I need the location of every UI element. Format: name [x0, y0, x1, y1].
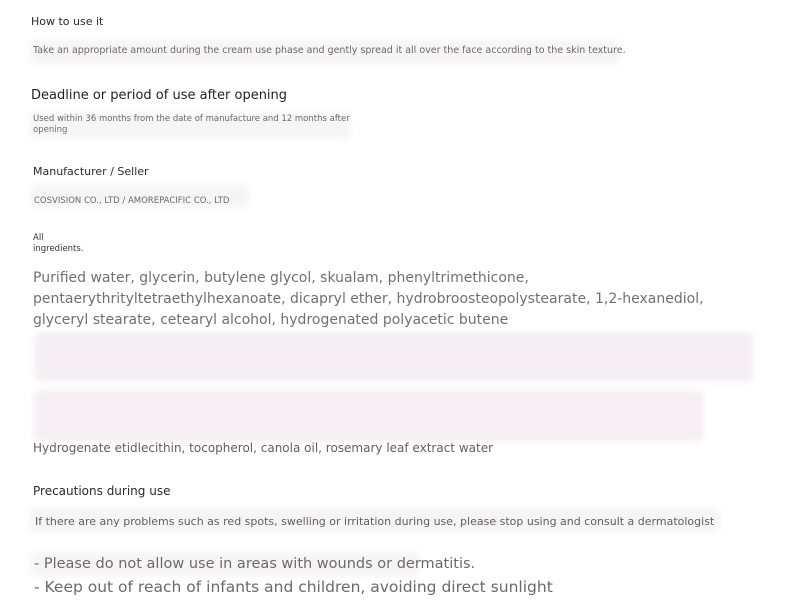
- ingredients-list-primary: Purified water, glycerin, butylene glycol, skualam, phenyltrimethicone, pentaerythrityltetraethylhexanoate, dicapryl ether, hydrobroosteopolystearate, 1,2-hexanediol, glyceryl stearate, cetearyl alcohol, hydrogenated polyacetic butene: [33, 270, 704, 328]
- background-smudge: [34, 390, 704, 442]
- ingredients-heading-line2: ingredients.: [33, 244, 84, 254]
- how-to-use-heading: How to use it: [31, 15, 104, 28]
- manufacturer-text: COSVISION CO., LTD / AMOREPACIFIC CO., LTD: [34, 196, 230, 206]
- ingredients-heading-line1: All: [33, 233, 44, 243]
- ingredients-list-secondary: Hydrogenate etidlecithin, tocopherol, canola oil, rosemary leaf extract water: [33, 441, 494, 455]
- how-to-use-text: Take an appropriate amount during the cream use phase and gently spread it all over the face according to the skin texture.: [33, 45, 626, 56]
- deadline-text-line1: Used within 36 months from the date of manufacture and 12 months after: [33, 114, 350, 124]
- manufacturer-heading: Manufacturer / Seller: [33, 165, 149, 178]
- deadline-text-line2: opening: [33, 125, 68, 135]
- precaution-bullet-1: - Please do not allow use in areas with wounds or dermatitis.: [34, 556, 476, 572]
- precautions-text: If there are any problems such as red spots, swelling or irritation during use, please stop using and consult a dermatologist: [35, 515, 715, 528]
- background-smudge: [34, 332, 754, 382]
- precaution-bullet-2: - Keep out of reach of infants and children, avoiding direct sunlight: [34, 578, 553, 596]
- deadline-heading: Deadline or period of use after opening: [31, 88, 288, 103]
- precautions-heading: Precautions during use: [33, 484, 171, 498]
